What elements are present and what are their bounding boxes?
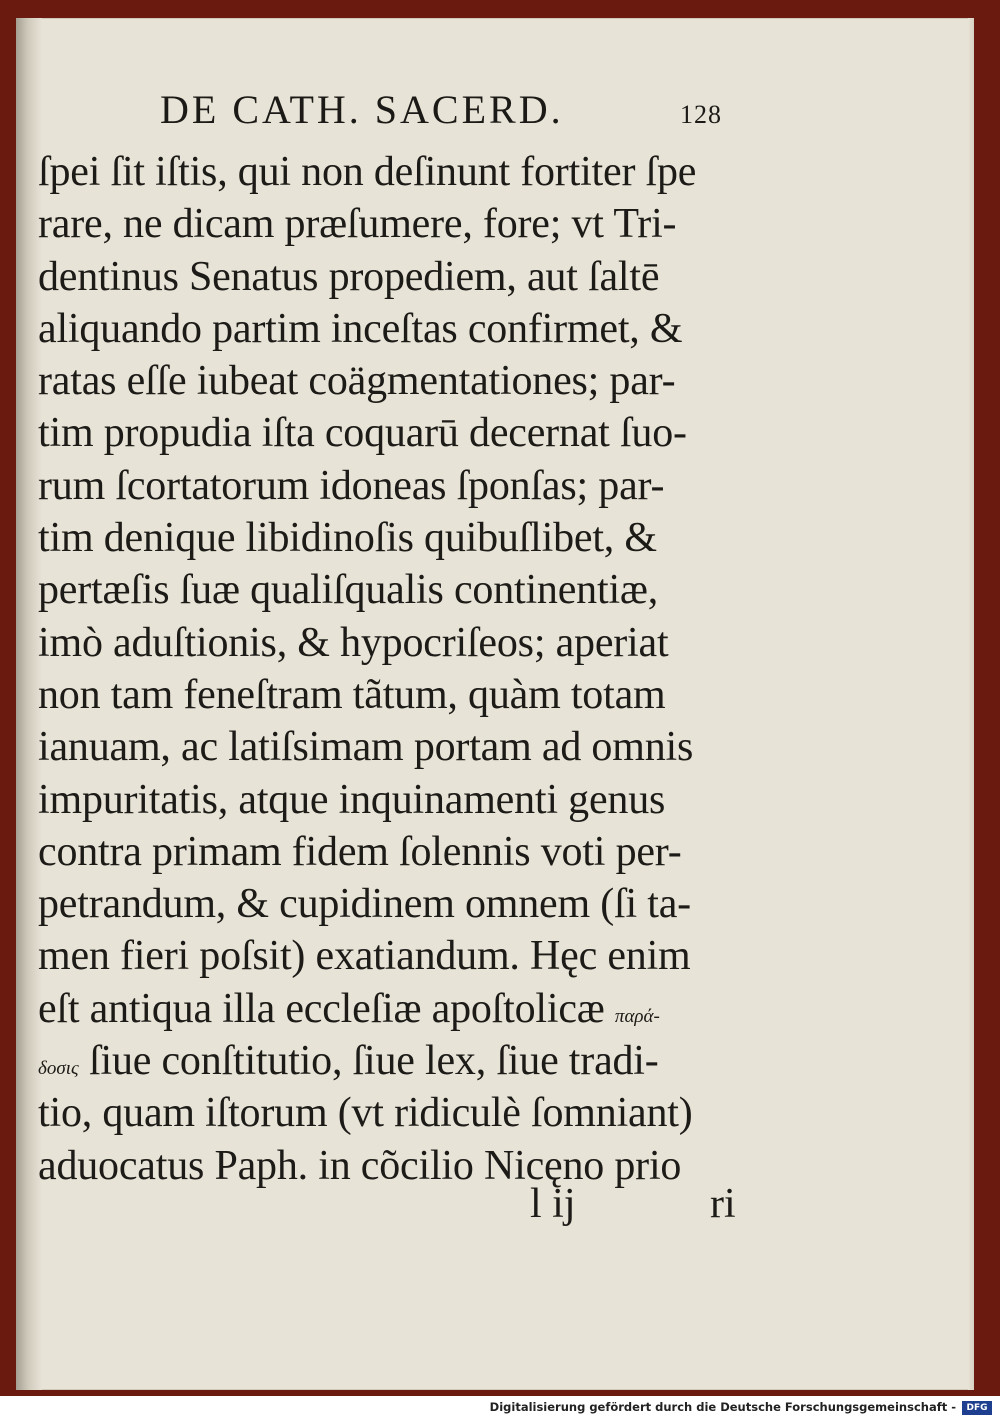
page-number: 128 [680, 100, 722, 129]
body-text [38, 146, 758, 1192]
catchword: ri [710, 1181, 736, 1227]
text-line: aduocatus Paph. in cõcilio Nicęno prio [38, 1142, 682, 1189]
footer-bar [0, 1396, 1000, 1420]
text-line: pertæſis ſuæ qualiſqualis continentiæ, [38, 567, 659, 614]
text-line: contra primam fidem ſolennis voti per- [38, 828, 682, 875]
text-line [38, 983, 758, 1035]
text-line: non tam feneſtram tãtum, quàm totam [38, 671, 666, 718]
dfg-logo-icon: DFG [962, 1401, 992, 1415]
text-line: petrandum, & cupidinem omnem (ſi ta- [38, 881, 691, 928]
footer-credit: Digitalisierung gefördert durch die Deutsche Forschungsgemeinschaft - [489, 1400, 956, 1414]
page-header [16, 86, 974, 146]
text-line: impuritatis, atque inquinamenti genus [38, 776, 666, 823]
text-line: men fieri poſsit) exatiandum. Hęc enim [38, 933, 691, 980]
book-page [16, 18, 974, 1390]
greek-word: δοσις [38, 1058, 79, 1080]
text-line: imò aduſtionis, & hypocriſeos; aperiat [38, 619, 669, 666]
text-line: ianuam, ac latiſsimam portam ad omnis [38, 724, 694, 771]
text-line: dentinus Senatus propediem, aut ſaltē [38, 253, 660, 300]
signature-mark: l ij [530, 1181, 576, 1227]
running-head: DE CATH. SACERD. [160, 87, 564, 132]
text-line: rare, ne dicam præſumere, fore; vt Tri- [38, 201, 677, 248]
show-through-bleed [86, 1258, 726, 1338]
text-line: rum ſcortatorum idoneas ſponſas; par- [38, 462, 665, 509]
text-line [38, 1035, 758, 1087]
signature-line [16, 1180, 974, 1240]
text-line-latin: ſiue conſtitutio, ſiue lex, ſiue tradi- [78, 1038, 659, 1085]
text-line: ſpei ſit iſtis, qui non deſinunt fortiter ſpe [38, 149, 697, 195]
text-line: ratas eſſe iubeat coägmentationes; par- [38, 358, 676, 405]
text-line-latin: eſt antiqua illa eccleſiæ apoſtolicæ [38, 985, 615, 1032]
text-line: tim propudia iſta coquarū decernat ſuo- [38, 410, 687, 457]
greek-word: παρά- [614, 1005, 660, 1027]
text-line: aliquando partim inceſtas confirmet, & [38, 305, 683, 352]
text-line: tim denique libidinoſis quibuſlibet, & [38, 515, 657, 562]
text-line: tio, quam iſtorum (vt ridiculè ſomniant) [38, 1090, 693, 1137]
